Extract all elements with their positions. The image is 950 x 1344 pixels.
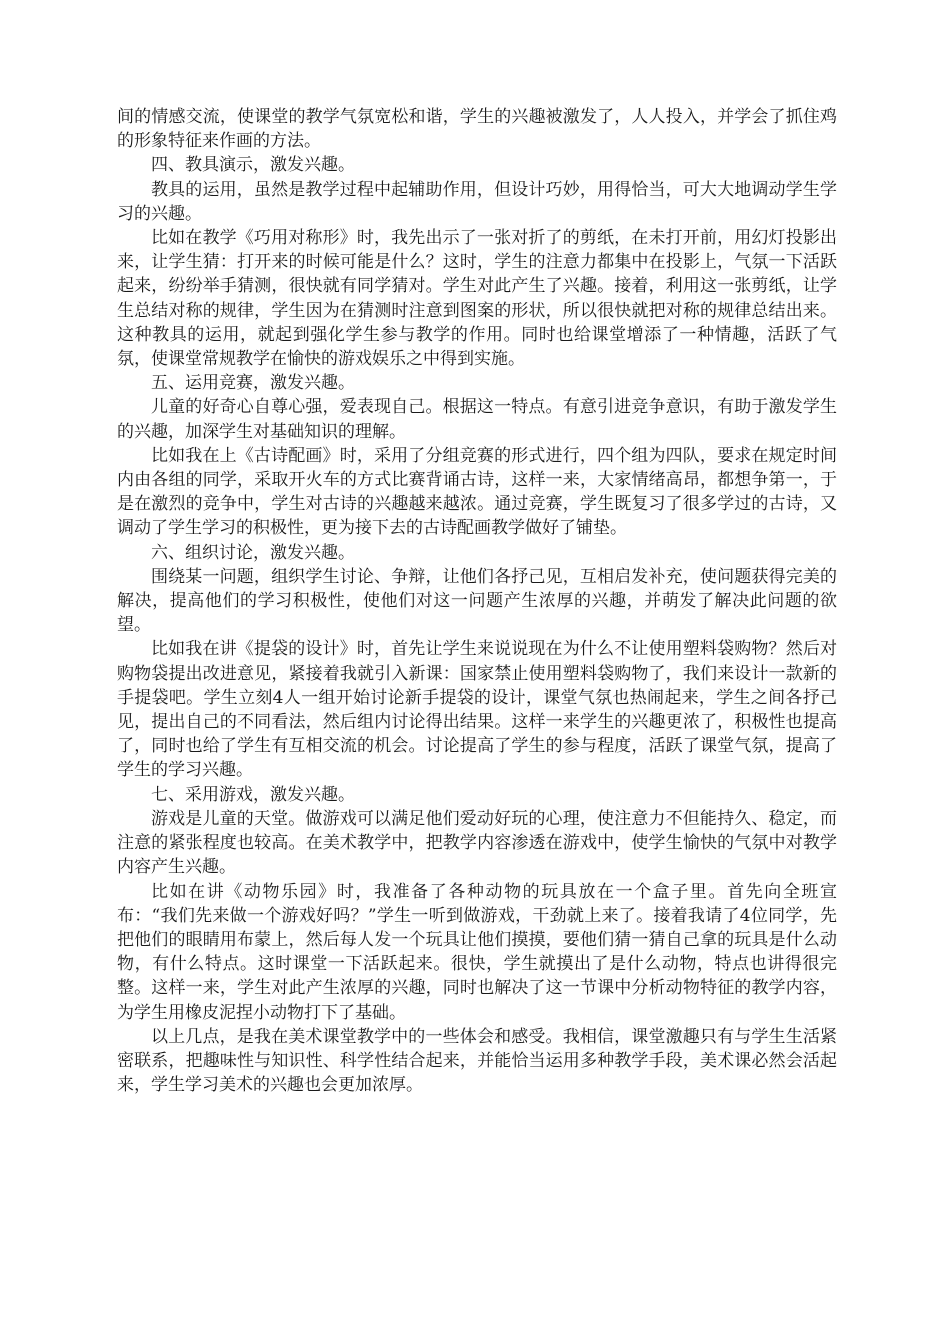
section-heading-7: 七、采用游戏，激发兴趣。 (151, 784, 355, 805)
section-heading-4: 四、教具演示，激发兴趣。 (151, 155, 355, 176)
conclusion-paragraph: 以上几点，是我在美术课堂教学中的一些体会和感受。我相信，课堂激趣只有与学生生活紧密联系，把趣味性与知识性、科学性结合起来，并能恰当运用多种教学手段，美术课必然会活起来，学生学习美术的兴趣也会更加浓厚。 (117, 1026, 837, 1096)
document-page (117, 105, 837, 1097)
paragraph: 游戏是儿童的天堂。做游戏可以满足他们爱动好玩的心理，使注意力不但能持久、稳定，而注意的紧张程度也较高。在美术教学中，把教学内容渗透在游戏中，使学生愉快的气氛中对教学内容产生兴趣。 (117, 808, 837, 878)
paragraph: 比如在讲《动物乐园》时，我准备了各种动物的玩具放在一个盒子里。首先向全班宣布：“我们先来做一个游戏好吗？”学生一听到做游戏，干劲就上来了。接着我请了4位同学，先把他们的眼睛用布蒙上，然后每人发一个玩具让他们摸摸，要他们猜一猜自己拿的玩具是什么动物，有什么特点。这时课堂一下活跃起来。很快，学生就摸出了是什么动物，特点也讲得很完整。这样一来，学生对此产生浓厚的兴趣，同时也解决了这一节课中分析动物特征的教学内容，为学生用橡皮泥捏小动物打下了基础。 (117, 881, 837, 1023)
section-heading-6: 六、组织讨论，激发兴趣。 (151, 542, 355, 563)
paragraph: 围绕某一问题，组织学生讨论、争辩，让他们各抒己见，互相启发补充，使问题获得完美的解决，提高他们的学习积极性，使他们对这一问题产生浓厚的兴趣，并萌发了解决此问题的欲望。 (117, 566, 837, 636)
paragraph: 儿童的好奇心自尊心强，爱表现自己。根据这一特点。有意引进竞争意识，有助于激发学生的兴趣，加深学生对基础知识的理解。 (117, 397, 837, 442)
paragraph: 比如我在上《古诗配画》时，采用了分组竞赛的形式进行，四个组为四队，要求在规定时间内由各组的同学，采取开火车的方式比赛背诵古诗，这样一来，大家情绪高昂，都想争第一，于是在激烈的竞争中，学生对古诗的兴趣越来越浓。通过竞赛，学生既复习了很多学过的古诗，又调动了学生学习的积极性，更为接下去的古诗配画教学做好了铺垫。 (117, 445, 837, 539)
section-heading-5: 五、运用竞赛，激发兴趣。 (151, 373, 355, 394)
paragraph: 比如在教学《巧用对称形》时，我先出示了一张对折了的剪纸，在未打开前，用幻灯投影出来，让学生猜：打开来的时候可能是什么？这时，学生的注意力都集中在投影上，气氛一下活跃起来，纷纷举手猜测，很快就有同学猜对。学生对此产生了兴趣。接着，利用这一张剪纸，让学生总结对称的规律，学生因为在猜测时注意到图案的形状，所以很快就把对称的规律总结出来。这种教具的运用，就起到强化学生参与教学的作用。同时也给课堂增添了一种情趣，活跃了气氛，使课堂常规教学在愉快的游戏娱乐之中得到实施。 (117, 228, 837, 370)
paragraph: 比如我在讲《提袋的设计》时，首先让学生来说说现在为什么不让使用塑料袋购物？然后对购物袋提出改进意见，紧接着我就引入新课：国家禁止使用塑料袋购物了，我们来设计一款新的手提袋吧。学生立刻4人一组开始讨论新手提袋的设计，课堂气氛也热闹起来，学生之间各抒己见，提出自己的不同看法，然后组内讨论得出结果。这样一来学生的兴趣更浓了，积极性也提高了，同时也给了学生有互相交流的机会。讨论提高了学生的参与程度，活跃了课堂气氛，提高了学生的学习兴趣。 (117, 639, 837, 781)
paragraph-continuation: 间的情感交流，使课堂的教学气氛宽松和谐，学生的兴趣被激发了，人人投入，并学会了抓住鸡的形象特征来作画的方法。 (117, 107, 837, 152)
paragraph: 教具的运用，虽然是教学过程中起辅助作用，但设计巧妙，用得恰当，可大大地调动学生学习的兴趣。 (117, 179, 837, 224)
